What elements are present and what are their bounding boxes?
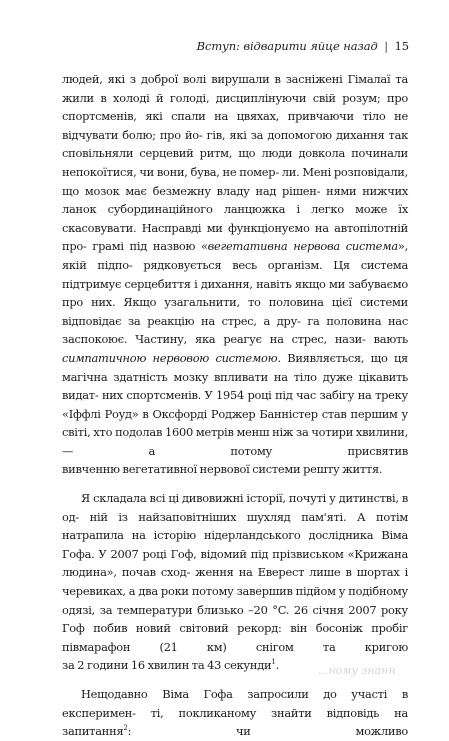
- running-header: [197, 39, 409, 53]
- bleed-through-text: ...ному знанн: [318, 664, 396, 677]
- running-title: Вступ: відварити яйце назад: [196, 39, 378, 53]
- paragraph-2: Я складала всі ці дивовижні історії, почуті у дитинстві, в од- ній із найзаповітніших шухляд пам'яті. А потім натрапила на історію нідерландського дослідника Віма Гофа. У 2007 році Гоф, відомий під прізвиськом «Крижана людина», почав сход- ження на Еверест лише в шортах і черевиках, а два роки потому завершив підйом у подібному одязі, за температури близько –20 °C. 26 січня 2007 року Гоф побив новий світовий рекорд: він босоніж пробіг півмарафон (21 км) снігом та кригою: [62, 491, 409, 654]
- paragraph-2-end: за 2 години 16 хвилин та 43 секунди$^1$.: [62, 658, 279, 673]
- header-separator: |: [384, 39, 388, 53]
- line-with-italic-1: грамі під назвою «вегетативна нервова система», якій підпо-: [62, 239, 408, 272]
- footnote-marker: 1: [271, 658, 276, 667]
- italic-term: симпатичною нервовою системою: [62, 350, 278, 365]
- body-text: [62, 70, 408, 741]
- italic-term: вегетативна нервова система: [207, 239, 398, 254]
- footnote-marker: 2: [123, 724, 128, 733]
- paragraph-1-end: вивченню вегетативної нервової системи решту життя.: [62, 462, 383, 477]
- paragraph-3: Нещодавно Віма Гофа запросили до участі в експеримен- ті, покликаному знайти відповідь на запитання$^2$: чи можливо: [62, 687, 408, 739]
- page-number: 15: [394, 39, 409, 53]
- paragraph-1: людей, які з доброї волі вирушали в засніжені Гімалаї та жили в холоді й голоді, дисциплінуючи свій розум; про спортсменів, які спали на цвяхах, привчаючи тіло не відчувати болю; про йо- гів, які за допомогою дихання так сповільняли серцевий ритм, що люди довкола починали непокоїтися, чи вони, бува, не помер- ли. Мені розповідали, що мозок має безмежну владу над рішен- нями нижчих ланок субординаційного ланцюжка і легко може їх скасовувати. Насправді ми функціонуємо на автопілотній про- грамі під назвою «вегетативна нервова система», якій підпо- рядковується весь організм. Ця система підтримує серцебиття і дихання, навіть якщо ми забуваємо про них. Якщо узагальнити, то половина цієї системи відповідає за реакцію на стрес, а дру- га половина нас заспокоює. Частину, яка реагує на стрес, нази- вають симпатичною нервовою системою. Виявляється, що ця магічна здатність мозку впливати на тіло дуже цікавить видат- них спортсменів. У 1954 році під час забігу на треку «Іффлі Роуд» в Оксфорді Роджер Банністер став першим у світі, хто подолав 1600 метрів менш ніж за чотири хвилини, — а потому присвятив: [62, 72, 408, 458]
- line-with-italic-2: вають симпатичною нервовою системою. Виявляється, що ця: [62, 332, 408, 365]
